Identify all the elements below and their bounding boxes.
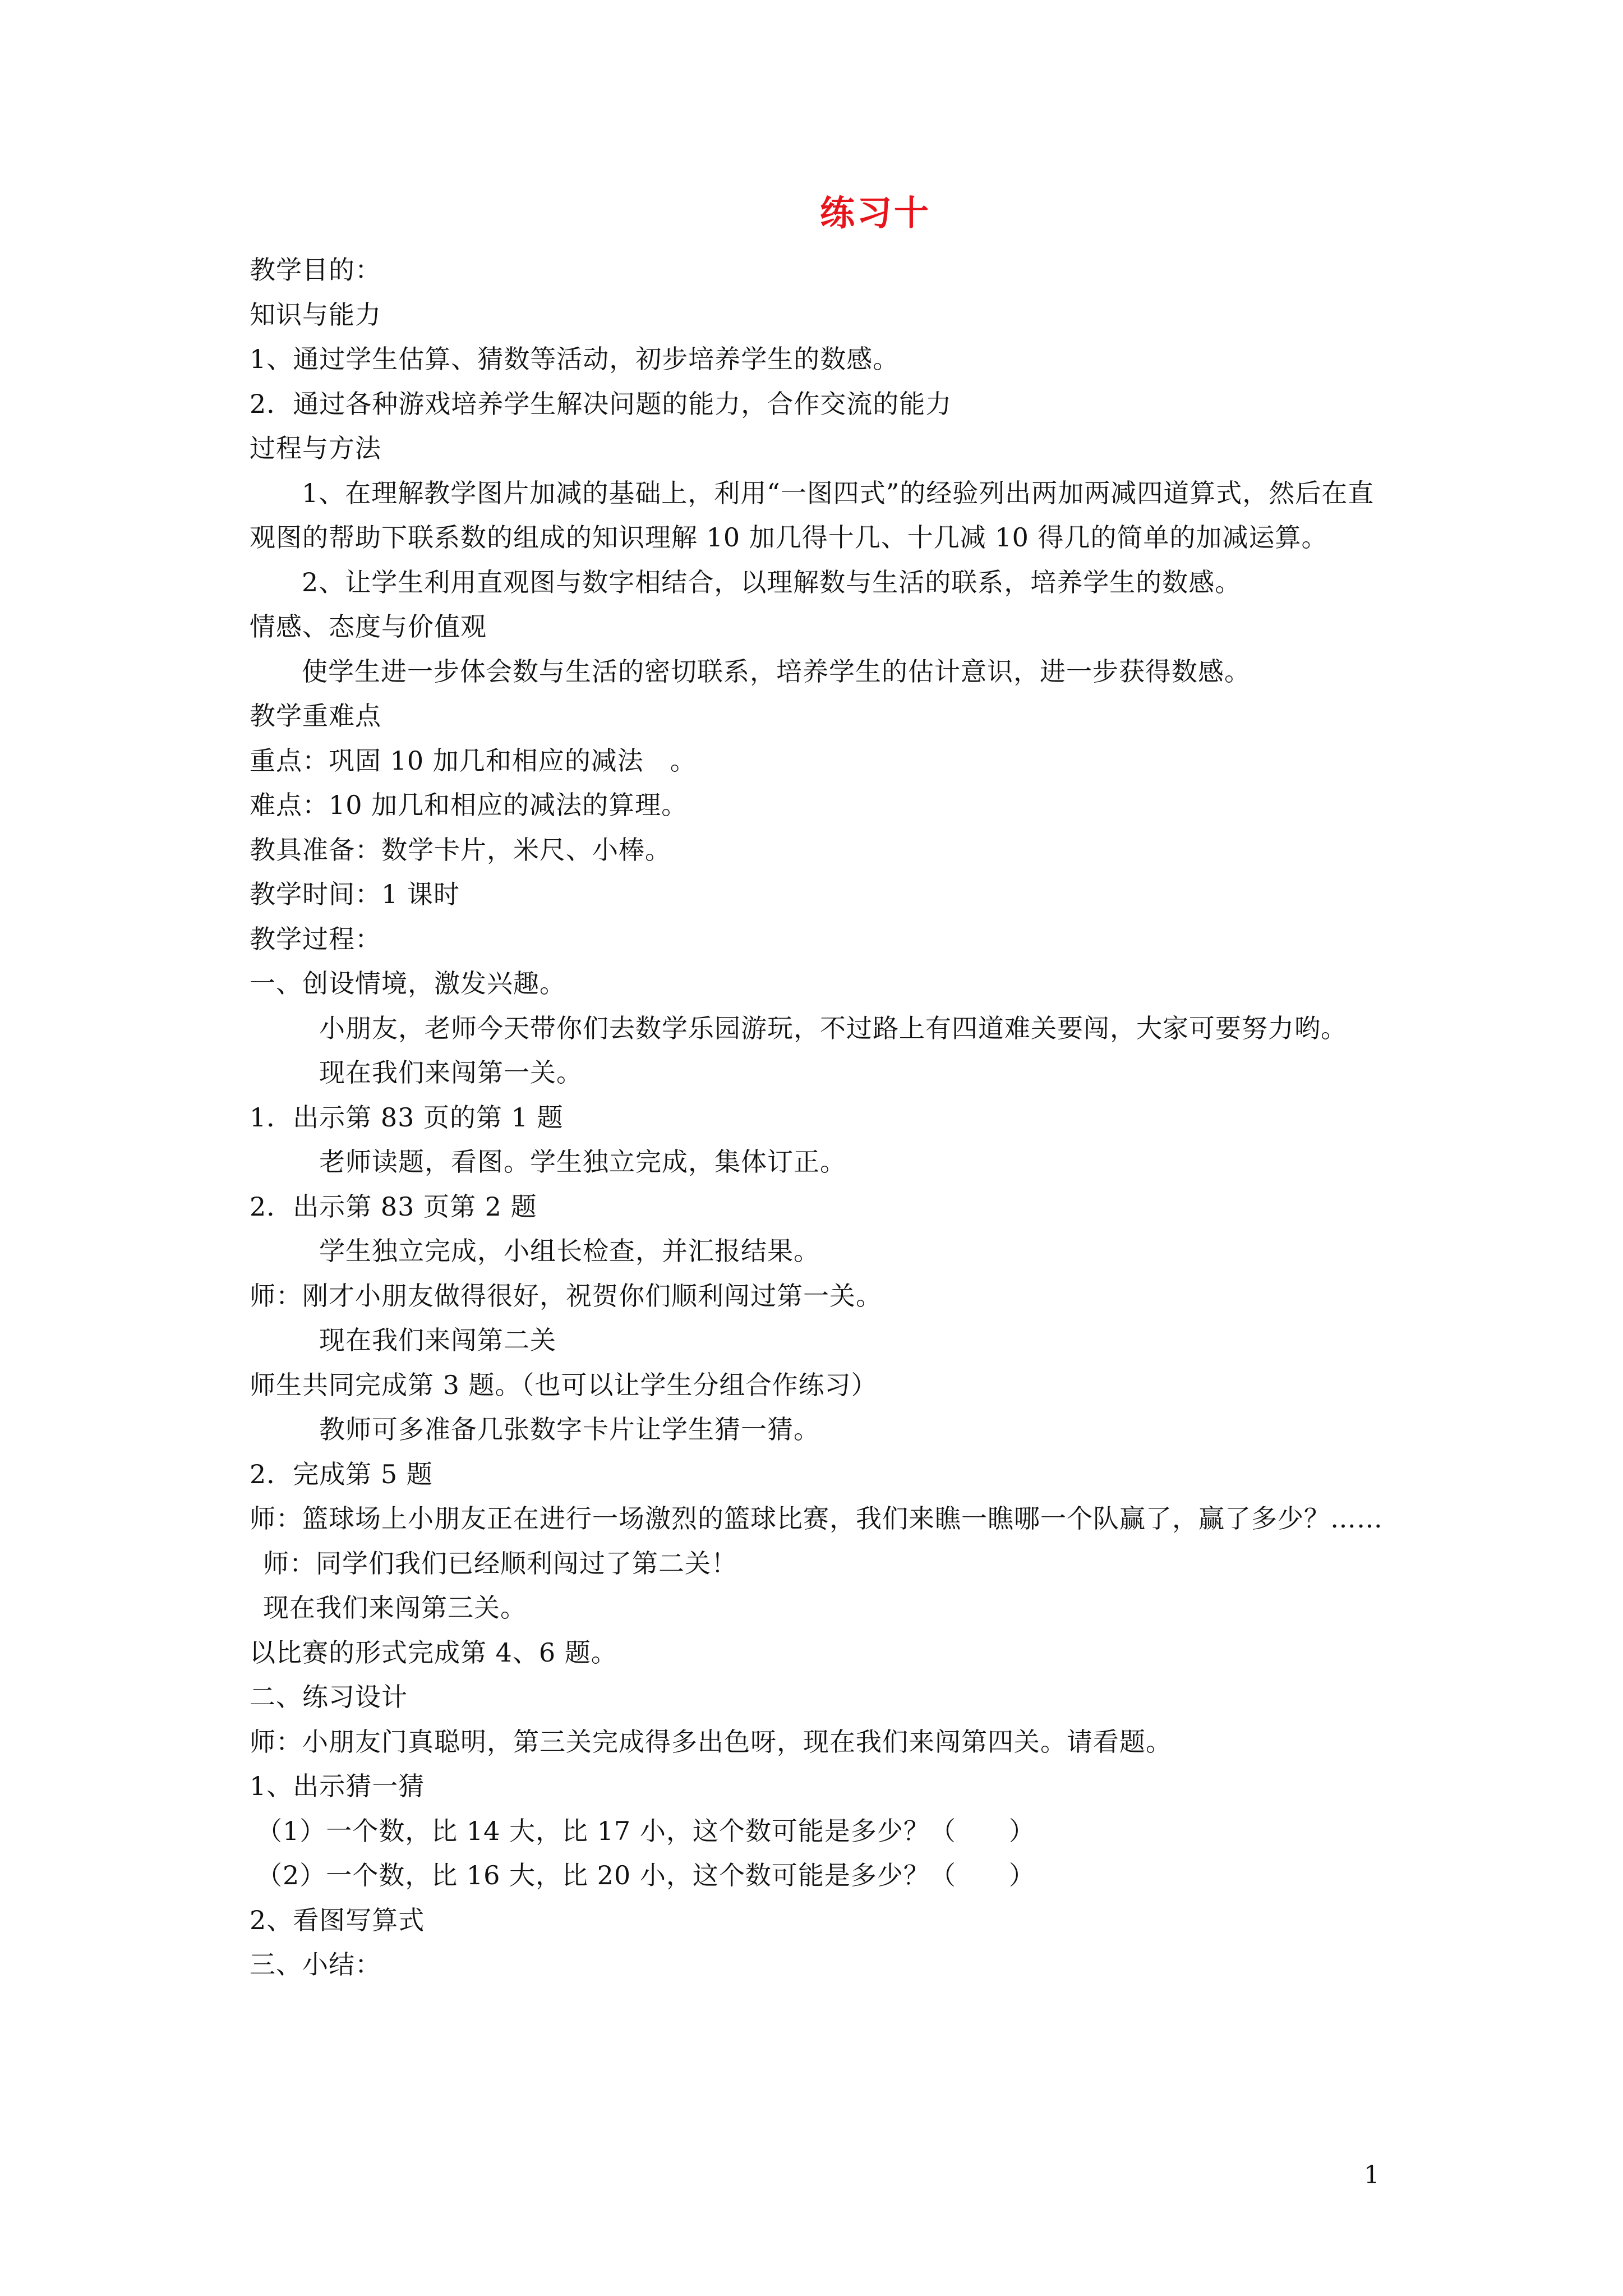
text-line: 使学生进一步体会数与生活的密切联系，培养学生的估计意识，进一步获得数感。 — [302, 656, 1251, 687]
text-line: 2．完成第 5 题 — [250, 1458, 433, 1489]
text-line: 二、练习设计 — [250, 1682, 408, 1712]
text-line: 2．通过各种游戏培养学生解决问题的能力，合作交流的能力 — [250, 388, 952, 419]
text-line: 师：小朋友门真聪明，第三关完成得多出色呀，现在我们来闯第四关。请看题。 — [250, 1726, 1172, 1757]
text-line: 教具准备：数学卡片，米尺、小棒。 — [250, 834, 671, 865]
text-line: 1．出示第 83 页的第 1 题 — [250, 1102, 564, 1133]
text-line: 教师可多准备几张数字卡片让学生猜一猜。 — [319, 1414, 820, 1444]
page-number: 1 — [1364, 2161, 1380, 2189]
text-line: 1、通过学生估算、猜数等活动，初步培养学生的数感。 — [250, 344, 900, 374]
text-line: 师生共同完成第 3 题。（也可以让学生分组合作练习） — [250, 1369, 878, 1400]
text-paragraph — [250, 1006, 1399, 1051]
text-line: 教学目的： — [250, 255, 381, 285]
text-line: 教学过程： — [250, 923, 381, 954]
text-line: 2、让学生利用直观图与数字相结合，以理解数与生活的联系，培养学生的数感。 — [302, 567, 1242, 597]
document-body — [250, 248, 1399, 1987]
text-line: 以比赛的形式完成第 4、6 题。 — [250, 1637, 617, 1668]
text-line: 三、小结： — [250, 1949, 381, 1980]
text-line: 现在我们来闯第三关。 — [263, 1593, 527, 1623]
text-line: 2．出示第 83 页第 2 题 — [250, 1191, 537, 1222]
paragraph-text: 1、在理解教学图片加减的基础上，利用“一图四式”的经验列出两加两减四道算式，然后在直观图的帮助下联系数的组成的知识理解 10 加几得十几、十几减 10 得几的简单的加减运算。 — [250, 477, 1375, 553]
text-line: 师：同学们我们已经顺利闯过了第二关！ — [263, 1548, 737, 1579]
paragraph-text: 师：篮球场上小朋友正在进行一场激烈的篮球比赛，我们来瞧一瞧哪一个队赢了，赢了多少？…… — [250, 1503, 1383, 1534]
text-line: 一、创设情境，激发兴趣。 — [250, 968, 566, 999]
text-paragraph — [250, 471, 1399, 560]
text-line: 现在我们来闯第二关 — [319, 1325, 556, 1355]
text-line: 教学时间：1 课时 — [250, 879, 460, 909]
paragraph-text: 小朋友，老师今天带你们去数学乐园游玩，不过路上有四道难关要闯，大家可要努力哟。 — [319, 1013, 1347, 1043]
text-line: （1）一个数，比 14 大，比 17 小，这个数可能是多少？（ ） — [256, 1815, 1035, 1846]
text-line: 师：刚才小朋友做得很好，祝贺你们顺利闯过第一关。 — [250, 1280, 882, 1311]
text-paragraph — [250, 1497, 1399, 1542]
text-line: 现在我们来闯第一关。 — [319, 1057, 583, 1088]
text-line: 2、看图写算式 — [250, 1904, 425, 1935]
text-line: 老师读题，看图。学生独立完成，集体订正。 — [319, 1147, 846, 1177]
text-line: 情感、态度与价值观 — [250, 611, 487, 642]
text-line: 知识与能力 — [250, 299, 381, 330]
text-line: 学生独立完成，小组长检查，并汇报结果。 — [319, 1236, 820, 1266]
text-line: 教学重难点 — [250, 701, 381, 731]
document-title: 练习十 — [819, 192, 931, 233]
text-line: （2）一个数，比 16 大，比 20 小，这个数可能是多少？（ ） — [256, 1860, 1035, 1890]
text-line: 过程与方法 — [250, 433, 381, 463]
text-line: 1、出示猜一猜 — [250, 1771, 425, 1801]
text-line: 重点：巩固 10 加几和相应的减法 。 — [250, 745, 697, 776]
text-line: 难点：10 加几和相应的减法的算理。 — [250, 790, 688, 820]
